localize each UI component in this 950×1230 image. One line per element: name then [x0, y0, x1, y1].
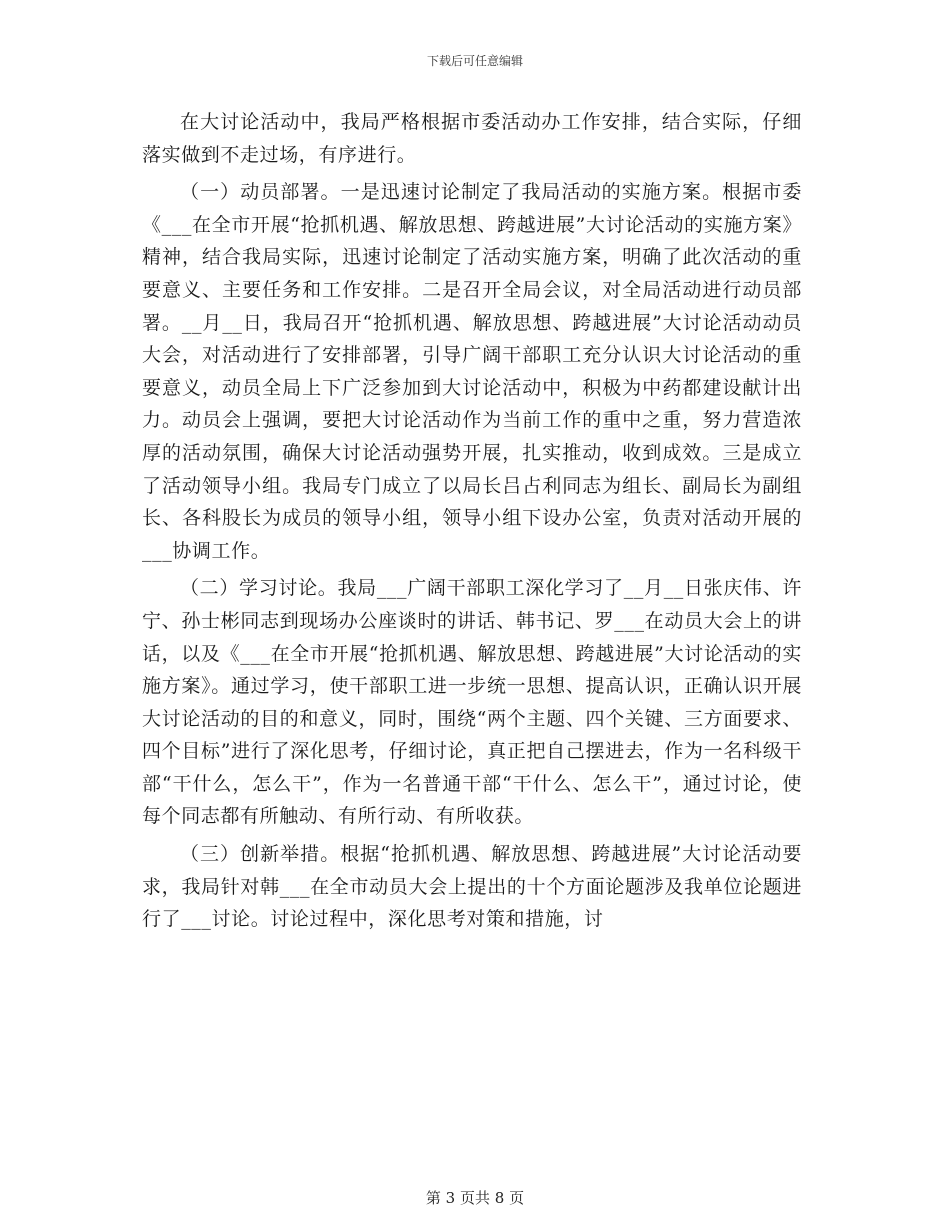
page-header: 下载后可任意编辑 [426, 54, 523, 68]
paragraph-mobilization: （一）动员部署。一是迅速讨论制定了我局活动的实施方案。根据市委《___在全市开展“抢抓机遇、解放思想、跨越进展”大讨论活动的实施方案》精神，结合我局实际，迅速讨论制定了活动实施方案，明确了此次活动的重要意义、主要任务和工作安排。二是召开全局会议，对全局活动进行动员部署。__月__日，我局召开“抢抓机遇、解放思想、跨越进展”大讨论活动动员大会，对活动进行了安排部署，引导广阔干部职工充分认识大讨论活动的重要意义，动员全局上下广泛参加到大讨论活动中，积极为中药都建设献计出力。动员会上强调，要把大讨论活动作为当前工作的重中之重，努力营造浓厚的活动氛围，确保大讨论活动强势开展，扎实推动，收到成效。三是成立了活动领导小组。我局专门成立了以局长吕占利同志为组长、副局长为副组长、各科股长为成员的领导小组，领导小组下设办公室，负责对活动开展的___协调工作。 [142, 181, 802, 562]
paragraph-innovation: （三）创新举措。根据“抢抓机遇、解放思想、跨越进展”大讨论活动要求，我局针对韩___在全市动员大会上提出的十个方面论题涉及我单位论题进行了___讨论。讨论过程中，深化思考对策和措施，讨 [142, 843, 802, 931]
document-body [142, 106, 802, 941]
page-number: 第 3 页共 8 页 [425, 1189, 525, 1207]
paragraph-study-discussion: （二）学习讨论。我局___广阔干部职工深化学习了__月__日张庆伟、许宁、孙士彬同志到现场办公座谈时的讲话、韩书记、罗___在动员大会上的讲话，以及《___在全市开展“抢抓机遇、解放思想、跨越进展”大讨论活动的实施方案》。通过学习，使干部职工进一步统一思想、提高认识，正确认识开展大讨论活动的目的和意义，同时，围绕“两个主题、四个关键、三方面要求、四个目标”进行了深化思考，仔细讨论，真正把自己摆进去，作为一名科级干部“干什么，怎么干”，作为一名普通干部“干什么、怎么干”，通过讨论，使每个同志都有所触动、有所行动、有所收获。 [142, 577, 802, 828]
paragraph-intro: 在大讨论活动中，我局严格根据市委活动办工作安排，结合实际，仔细落实做到不走过场，有序进行。 [142, 111, 802, 166]
